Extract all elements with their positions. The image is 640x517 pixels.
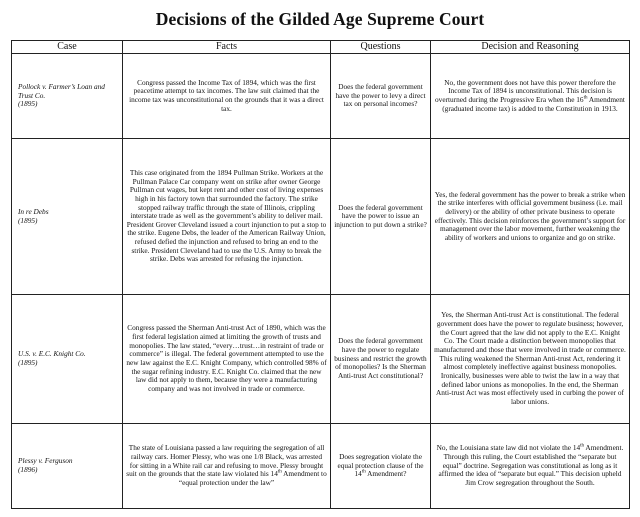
- case-cell: [12, 295, 123, 424]
- court-cases-table: [11, 40, 630, 509]
- facts-text-part: Amendment to “equal protection under the law”: [178, 469, 327, 487]
- table-row-knight: [12, 295, 630, 424]
- facts-cell: This case originated from the 1894 Pullman Strike. Workers at the Pullman Palace Car company went on strike after owner George Pullman cut wages, but kept rent and other cost of living expenses high in his factory town that surrounded the factory. The strike stopped railway traffic through the state of Illinois, crippling interstate trade as well as the government’s ability to deliver mail. President Grover Cleveland issued a court injunction to put a stop to the strike. Eugene Debs, the leader of the American Railway Union, refused defied the injunction and refused to bring an end to the strike. President Cleveland had to use the U.S. Army to break the strike. Debs was arrested for refusing the injunction.: [123, 139, 331, 295]
- document-title: Decisions of the Gilded Age Supreme Court: [155, 9, 485, 29]
- header-case: Case: [12, 41, 123, 54]
- table-header-row: [12, 41, 630, 54]
- decision-cell: [431, 424, 630, 509]
- case-year: (1896): [18, 465, 38, 474]
- decision-text-part: Amendment. Through this ruling, the Court established the “separate but equal” doctrine. Segregation was constitutional as long as it affirmed the idea of “separate but equal.” This decision upheld Jim Crow segregation throughout the South.: [438, 443, 624, 487]
- case-year: (1895): [18, 215, 38, 225]
- case-cell: [12, 139, 123, 295]
- header-decision: Decision and Reasoning: [431, 41, 630, 54]
- decision-cell: Yes, the federal government has the power to break a strike when the strike interferes with official government business (i.e. mail delivery) or the ability of other private business to operate effectively. This decision reinforces the government’s support for management over the labor movement, further weakening the ability of workers and unions to organize and go on strike.: [431, 139, 630, 295]
- ordinal-suffix: th: [361, 469, 366, 475]
- decision-cell: Yes, the Sherman Anti-trust Act is constitutional. The federal government does have the power to regulate business; however, the Court agreed that the law did not apply to the E.C. Knight Co. The Court made a distinction between monopolies that manufactured and those that were involved in trade or commerce. This ruling weakened the Sherman Anti-trust Act, rendering it almost completely ineffective against business monopolies. Ironically, businesses were able to twist the law in a way that defined labor unions as monopolies. In the end, the Sherman Anti-trust Act was most effectively used in curbing the power of labor unions.: [431, 295, 630, 424]
- question-cell: [331, 424, 431, 509]
- table-row-pollock: [12, 54, 630, 139]
- case-name: In re Debs: [18, 206, 49, 216]
- question-text-part: Amendment?: [365, 469, 407, 479]
- facts-cell: Congress passed the Sherman Anti-trust Act of 1890, which was the first federal legislation aimed at limiting the growth of trusts and monopolies. The law stated, “every…trust…in restraint of trade or commerce” is illegal. The federal government attempted to use the new law against the E.C. Knight Company, which controlled 98% of the sugar refining industry. E.C. Knight Co. claimed that the new law did not apply to them, because they were a manufacturing company and was not involved in trade or commerce.: [123, 295, 331, 424]
- decision-text-part: Amendment (graduated income tax) is added to the Constitution in 1913.: [442, 95, 625, 113]
- case-year: (1895): [18, 99, 38, 109]
- table-row-debs: [12, 139, 630, 295]
- case-cell: [12, 54, 123, 139]
- question-cell: Does the federal government have the power to levy a direct tax on personal incomes?: [331, 54, 431, 139]
- ordinal-suffix: th: [580, 443, 585, 449]
- facts-cell: Congress passed the Income Tax of 1894, which was the first peacetime attempt to tax incomes. The law suit claimed that the income tax was unconstitutional on the grounds that it was a direct tax.: [123, 54, 331, 139]
- ordinal-suffix: th: [583, 95, 588, 101]
- case-name: Plessy v. Ferguson: [18, 456, 73, 466]
- facts-cell: [123, 424, 331, 509]
- question-cell: Does the federal government have the power to issue an injunction to put down a strike?: [331, 139, 431, 295]
- case-name: U.S. v. E.C. Knight Co.: [18, 349, 86, 359]
- case-name: Pollock v. Farmer’s Loan and Trust Co.: [18, 82, 105, 100]
- decision-text-part: No, the government does not have this power therefore the Income Tax of 1894 is unconstitutional. This decision is overturned during the Progressive Era when the 16: [435, 77, 616, 104]
- header-questions: Questions: [331, 41, 431, 54]
- facts-text-part: The state of Louisiana passed a law requiring the segregation of all railway cars. Homer Plessy, who was one 1/8 Black, was arrested for sitting in a White rail car and refusing to move. Plessy brought suit on the grounds that the state law violated his 14: [126, 443, 325, 479]
- question-cell: Does the federal government have the power to regulate business and restrict the growth of monopolies? Is the Sherman Anti-trust Act constitutional?: [331, 295, 431, 424]
- table-row-plessy: [12, 424, 630, 509]
- decision-text-part: No, the Louisiana state law did not violate the 14: [436, 443, 581, 453]
- case-cell: [12, 424, 123, 509]
- ordinal-suffix: th: [277, 469, 282, 475]
- header-facts: Facts: [123, 41, 331, 54]
- decision-cell: [431, 54, 630, 139]
- case-year: (1895): [18, 358, 38, 367]
- question-text-part: Does segregation violate the equal protection clause of the 14: [337, 452, 424, 479]
